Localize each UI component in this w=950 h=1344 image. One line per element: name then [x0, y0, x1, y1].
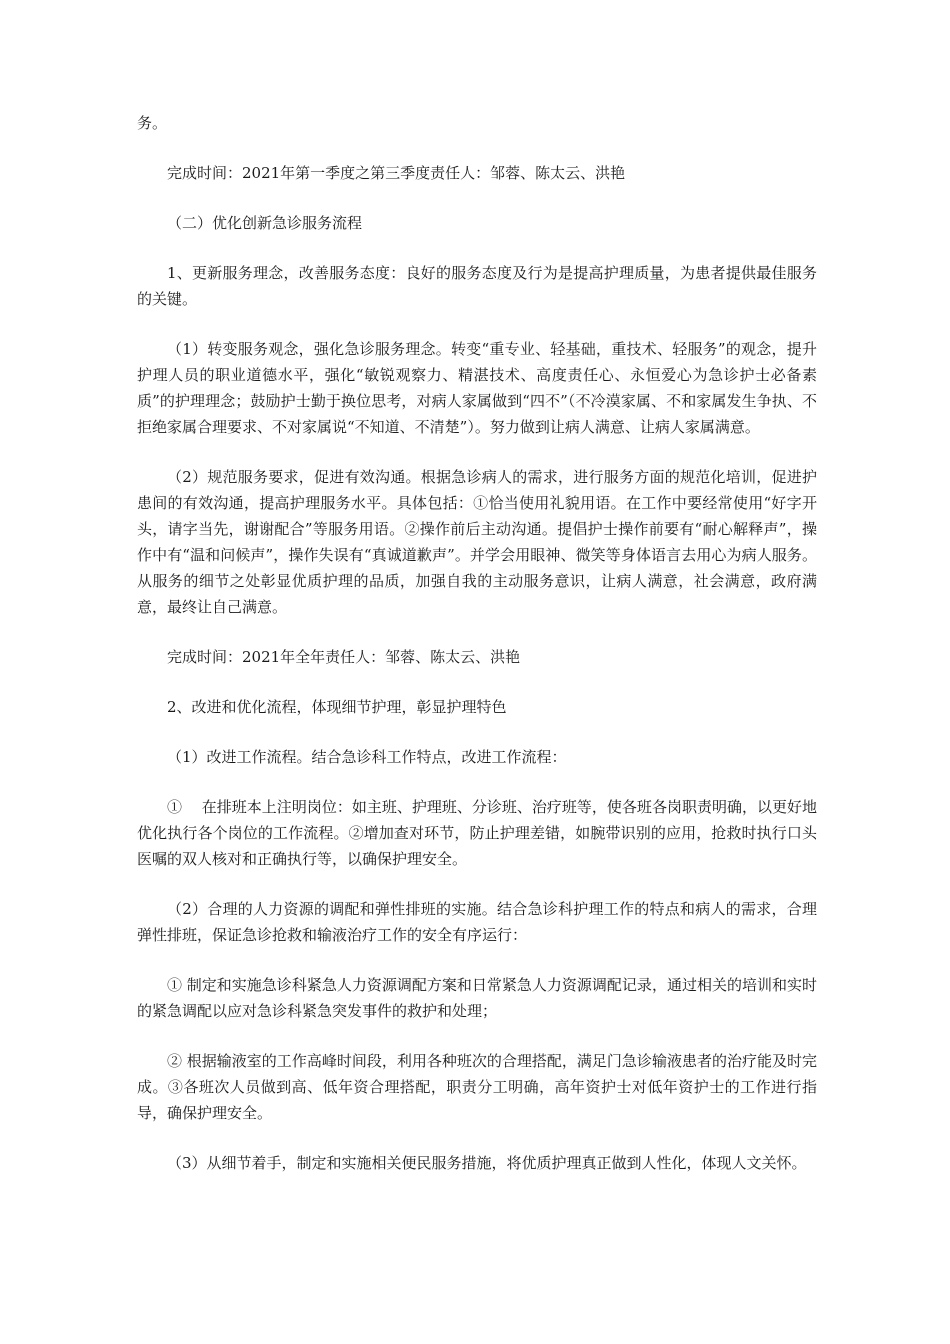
- item-detail-measures: （3）从细节着手，制定和实施相关便民服务措施，将优质护理真正做到人性化，体现人文关怀。: [167, 1154, 807, 1172]
- item-emergency-allocation: ① 制定和实施急诊科紧急人力资源调配方案和日常紧急人力资源调配记录，通过相关的培训和实时的紧急调配以应对急诊科紧急突发事件的救护和处理；: [137, 976, 817, 1020]
- item-shift-duties: ① 在排班本上注明岗位：如主班、护理班、分诊班、治疗班等，使各班各岗职责明确，以更好地优化执行各个岗位的工作流程。②增加查对环节，防止护理差错，如腕带识别的应用，抢救时执行口头医嘱的双人核对和正确执行等，以确保护理安全。: [137, 798, 817, 868]
- continued-text: 务。: [137, 114, 168, 132]
- item-improve-process: 2、改进和优化流程，体现细节护理，彰显护理特色: [167, 698, 507, 716]
- item-update-service-concept: 1、更新服务理念，改善服务态度：良好的服务态度及行为是提高护理质量，为患者提供最佳服务的关键。: [137, 264, 817, 308]
- item-change-service-view: （1）转变服务观念，强化急诊服务理念。转变“重专业、轻基础，重技术、轻服务”的观念，提升护理人员的职业道德水平，强化“敏锐观察力、精湛技术、高度责任心、永恒爱心为急诊护士必备素质”的护理理念；鼓励护士勤于换位思考，对病人家属做到“四不”（不冷漠家属、不和家属发生争执、不拒绝家属合理要求、不对家属说“不知道、不清楚”）。努力做到让病人满意、让病人家属满意。: [137, 340, 817, 436]
- document-body: [137, 110, 817, 1200]
- item-infusion-peak: ② 根据输液室的工作高峰时间段，利用各种班次的合理搭配，满足门急诊输液患者的治疗能及时完成。③各班次人员做到高、低年资合理搭配，职责分工明确，高年资护士对低年资护士的工作进行指导，确保护理安全。: [137, 1052, 817, 1122]
- item-improve-workflow: （1）改进工作流程。结合急诊科工作特点，改进工作流程：: [167, 748, 567, 766]
- item-human-resources: （2）合理的人力资源的调配和弹性排班的实施。结合急诊科护理工作的特点和病人的需求，合理弹性排班，保证急诊抢救和输液治疗工作的安全有序运行：: [137, 900, 817, 944]
- item-standardize-service: （2）规范服务要求，促进有效沟通。根据急诊病人的需求，进行服务方面的规范化培训，促进护患间的有效沟通，提高护理服务水平。具体包括：①恰当使用礼貌用语。在工作中要经常使用“好字开头，请字当先，谢谢配合”等服务用语。②操作前后主动沟通。提倡护士操作前要有“耐心解释声”，操作中有“温和问候声”，操作失误有“真诚道歉声”。并学会用眼神、微笑等身体语言去用心为病人服务。从服务的细节之处彰显优质护理的品质，加强自我的主动服务意识，让病人满意，社会满意，政府满意，最终让自己满意。: [137, 468, 817, 616]
- section-heading-optimize-process: （二）优化创新急诊服务流程: [167, 214, 363, 232]
- completion-time-1: 完成时间：2021年第一季度之第三季度责任人：邹蓉、陈太云、洪艳: [167, 164, 626, 182]
- completion-time-2: 完成时间：2021年全年责任人：邹蓉、陈太云、洪艳: [167, 648, 521, 666]
